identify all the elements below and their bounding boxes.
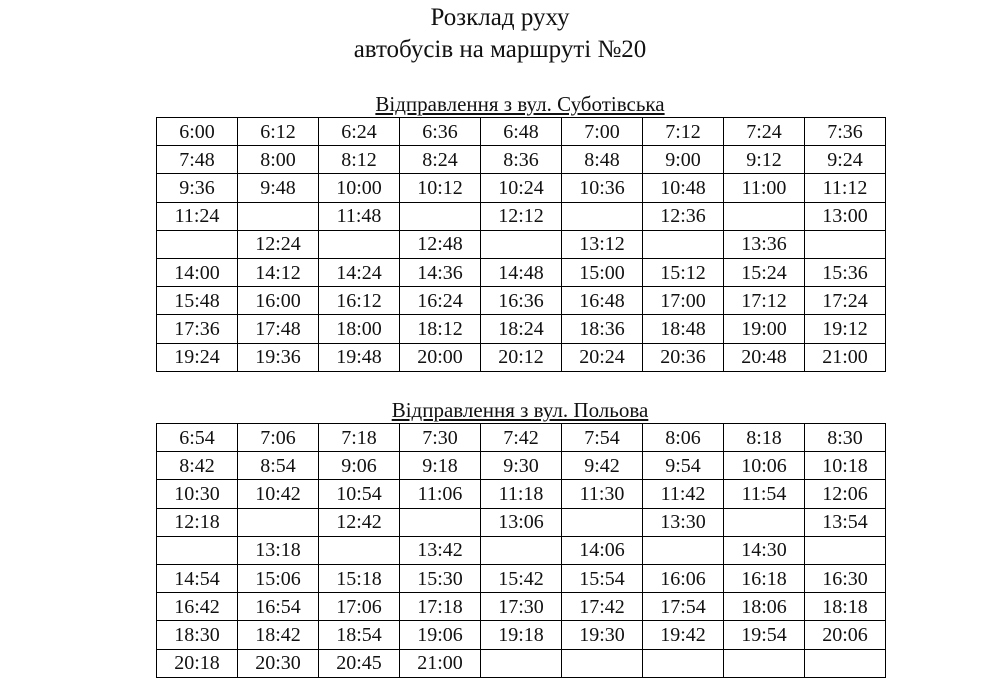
departure-time-cell: 21:00	[400, 649, 481, 677]
departure-time-cell	[562, 508, 643, 536]
departure-time-cell: 20:06	[805, 621, 886, 649]
departure-time-cell: 16:12	[319, 287, 400, 315]
departure-time-cell: 10:00	[319, 174, 400, 202]
departure-time-cell: 13:00	[805, 202, 886, 230]
departure-time-cell	[238, 508, 319, 536]
departure-time-cell: 15:24	[724, 258, 805, 286]
departure-time-cell: 20:18	[157, 649, 238, 677]
departure-time-cell	[562, 202, 643, 230]
departure-time-cell: 11:48	[319, 202, 400, 230]
departure-time-cell: 11:18	[481, 480, 562, 508]
departure-time-cell	[643, 536, 724, 564]
departure-time-cell: 17:00	[643, 287, 724, 315]
departure-time-cell: 18:30	[157, 621, 238, 649]
departure-time-cell: 9:48	[238, 174, 319, 202]
departure-time-cell: 17:18	[400, 593, 481, 621]
departure-time-cell: 10:24	[481, 174, 562, 202]
departure-time-cell: 8:48	[562, 146, 643, 174]
departure-time-cell: 14:30	[724, 536, 805, 564]
departure-time-cell: 15:30	[400, 564, 481, 592]
departure-time-cell: 14:24	[319, 258, 400, 286]
departure-time-cell: 7:42	[481, 424, 562, 452]
departure-time-cell: 19:12	[805, 315, 886, 343]
departure-time-cell: 17:48	[238, 315, 319, 343]
departure-time-cell: 19:54	[724, 621, 805, 649]
departure-time-cell: 20:12	[481, 343, 562, 371]
departure-time-cell: 17:30	[481, 593, 562, 621]
departure-time-cell: 18:36	[562, 315, 643, 343]
departure-time-cell	[157, 230, 238, 258]
departure-time-cell: 12:18	[157, 508, 238, 536]
table-row	[157, 202, 886, 230]
table-row	[157, 174, 886, 202]
departure-time-cell: 15:54	[562, 564, 643, 592]
departure-time-cell	[238, 202, 319, 230]
table-row	[157, 480, 886, 508]
departure-time-cell: 8:24	[400, 146, 481, 174]
departure-time-cell: 13:18	[238, 536, 319, 564]
departure-time-cell: 16:00	[238, 287, 319, 315]
departure-time-cell: 18:00	[319, 315, 400, 343]
departure-time-cell: 11:06	[400, 480, 481, 508]
departure-time-cell: 9:54	[643, 452, 724, 480]
departure-time-cell: 8:36	[481, 146, 562, 174]
departure-time-cell: 18:24	[481, 315, 562, 343]
departure-time-cell: 13:36	[724, 230, 805, 258]
departure-time-cell: 16:42	[157, 593, 238, 621]
departure-time-cell: 20:30	[238, 649, 319, 677]
departure-time-cell: 10:12	[400, 174, 481, 202]
departure-time-cell: 17:54	[643, 593, 724, 621]
departure-time-cell: 8:42	[157, 452, 238, 480]
departure-time-cell: 11:30	[562, 480, 643, 508]
departure-time-cell: 20:36	[643, 343, 724, 371]
departure-time-cell: 7:00	[562, 118, 643, 146]
departure-time-cell: 15:12	[643, 258, 724, 286]
departure-time-cell: 19:30	[562, 621, 643, 649]
departure-time-cell: 11:54	[724, 480, 805, 508]
departure-time-cell	[643, 649, 724, 677]
departure-time-cell: 19:48	[319, 343, 400, 371]
departure-time-cell: 7:12	[643, 118, 724, 146]
departure-time-cell: 16:48	[562, 287, 643, 315]
departure-time-cell	[805, 230, 886, 258]
departure-time-cell: 19:42	[643, 621, 724, 649]
departure-time-cell: 18:48	[643, 315, 724, 343]
departure-time-cell: 11:42	[643, 480, 724, 508]
departure-time-cell: 9:30	[481, 452, 562, 480]
table-row	[157, 287, 886, 315]
departure-time-cell: 18:06	[724, 593, 805, 621]
departure-time-cell: 18:18	[805, 593, 886, 621]
departure-time-cell	[400, 202, 481, 230]
departure-time-cell: 9:18	[400, 452, 481, 480]
departure-time-cell: 15:00	[562, 258, 643, 286]
departure-time-cell: 13:54	[805, 508, 886, 536]
table-row	[157, 258, 886, 286]
departure-time-cell: 11:24	[157, 202, 238, 230]
schedule-table-polova	[156, 423, 886, 678]
departure-time-cell: 7:54	[562, 424, 643, 452]
departure-time-cell: 10:36	[562, 174, 643, 202]
page-title: Розклад руху	[430, 4, 570, 31]
schedule-table-suboti	[156, 117, 886, 372]
departure-time-cell: 7:18	[319, 424, 400, 452]
table-row	[157, 118, 886, 146]
departure-time-cell: 15:06	[238, 564, 319, 592]
table-row	[157, 621, 886, 649]
departure-time-cell: 17:36	[157, 315, 238, 343]
departure-time-cell: 7:48	[157, 146, 238, 174]
page-subtitle: автобусів на маршруті №20	[353, 36, 647, 63]
departure-time-cell: 8:06	[643, 424, 724, 452]
departure-time-cell: 7:06	[238, 424, 319, 452]
departure-time-cell: 13:42	[400, 536, 481, 564]
departure-time-cell	[157, 536, 238, 564]
table-row	[157, 343, 886, 371]
departure-time-cell	[805, 536, 886, 564]
departure-time-cell: 12:42	[319, 508, 400, 536]
table-row	[157, 508, 886, 536]
departure-time-cell: 14:48	[481, 258, 562, 286]
departure-time-cell: 12:24	[238, 230, 319, 258]
departure-time-cell	[400, 508, 481, 536]
departure-time-cell	[481, 536, 562, 564]
departure-time-cell: 16:06	[643, 564, 724, 592]
departure-time-cell: 15:42	[481, 564, 562, 592]
departure-time-cell	[481, 649, 562, 677]
departure-time-cell: 6:36	[400, 118, 481, 146]
departure-time-cell: 12:48	[400, 230, 481, 258]
departure-time-cell: 19:00	[724, 315, 805, 343]
departure-time-cell: 18:42	[238, 621, 319, 649]
departure-time-cell: 9:24	[805, 146, 886, 174]
departure-time-cell: 8:12	[319, 146, 400, 174]
departure-time-cell: 6:12	[238, 118, 319, 146]
table-row	[157, 146, 886, 174]
departure-time-cell	[562, 649, 643, 677]
departure-time-cell	[724, 202, 805, 230]
departure-time-cell: 16:54	[238, 593, 319, 621]
departure-time-cell: 9:12	[724, 146, 805, 174]
departure-time-cell: 6:54	[157, 424, 238, 452]
departure-time-cell	[724, 508, 805, 536]
departure-time-cell: 12:06	[805, 480, 886, 508]
table-row	[157, 315, 886, 343]
departure-time-cell: 17:24	[805, 287, 886, 315]
departure-time-cell: 20:45	[319, 649, 400, 677]
departure-time-cell: 16:18	[724, 564, 805, 592]
departure-time-cell: 12:12	[481, 202, 562, 230]
departure-time-cell: 10:06	[724, 452, 805, 480]
departure-time-cell: 9:00	[643, 146, 724, 174]
departure-time-cell: 14:12	[238, 258, 319, 286]
departure-time-cell: 15:48	[157, 287, 238, 315]
departure-time-cell: 19:36	[238, 343, 319, 371]
departure-time-cell: 16:36	[481, 287, 562, 315]
departure-time-cell: 6:00	[157, 118, 238, 146]
table-row	[157, 424, 886, 452]
departure-time-cell: 16:30	[805, 564, 886, 592]
departure-time-cell: 6:48	[481, 118, 562, 146]
departure-time-cell: 14:00	[157, 258, 238, 286]
departure-time-cell: 17:42	[562, 593, 643, 621]
departure-time-cell: 16:24	[400, 287, 481, 315]
departure-time-cell	[724, 649, 805, 677]
departure-time-cell: 19:24	[157, 343, 238, 371]
departure-time-cell: 9:36	[157, 174, 238, 202]
departure-time-cell: 15:18	[319, 564, 400, 592]
departure-time-cell: 20:00	[400, 343, 481, 371]
departure-time-cell: 17:12	[724, 287, 805, 315]
departure-time-cell: 10:48	[643, 174, 724, 202]
departure-time-cell: 18:54	[319, 621, 400, 649]
departure-time-cell	[319, 230, 400, 258]
table-row	[157, 593, 886, 621]
departure-time-cell: 12:36	[643, 202, 724, 230]
departure-time-cell: 8:00	[238, 146, 319, 174]
departure-time-cell: 8:30	[805, 424, 886, 452]
departure-time-cell: 20:24	[562, 343, 643, 371]
table-row	[157, 230, 886, 258]
departure-time-cell: 13:12	[562, 230, 643, 258]
departure-time-cell	[319, 536, 400, 564]
departure-time-cell	[805, 649, 886, 677]
departure-time-cell: 17:06	[319, 593, 400, 621]
departure-time-cell: 7:30	[400, 424, 481, 452]
departure-time-cell: 15:36	[805, 258, 886, 286]
table-row	[157, 649, 886, 677]
table-row	[157, 536, 886, 564]
departure-time-cell: 13:30	[643, 508, 724, 536]
departure-time-cell: 19:06	[400, 621, 481, 649]
departure-time-cell: 21:00	[805, 343, 886, 371]
departure-time-cell: 11:00	[724, 174, 805, 202]
departure-time-cell: 7:36	[805, 118, 886, 146]
departure-time-cell: 10:54	[319, 480, 400, 508]
section-heading-suboti: Відправлення з вул. Суботівська	[375, 92, 665, 116]
departure-time-cell	[481, 230, 562, 258]
departure-time-cell: 14:54	[157, 564, 238, 592]
departure-time-cell: 14:36	[400, 258, 481, 286]
departure-time-cell: 8:54	[238, 452, 319, 480]
table-row	[157, 452, 886, 480]
departure-time-cell: 20:48	[724, 343, 805, 371]
departure-time-cell: 6:24	[319, 118, 400, 146]
section-heading-polova: Відправлення з вул. Польова	[391, 398, 649, 422]
departure-time-cell: 7:24	[724, 118, 805, 146]
departure-time-cell: 10:30	[157, 480, 238, 508]
departure-time-cell: 14:06	[562, 536, 643, 564]
departure-time-cell: 19:18	[481, 621, 562, 649]
table-row	[157, 564, 886, 592]
departure-time-cell: 8:18	[724, 424, 805, 452]
departure-time-cell: 10:18	[805, 452, 886, 480]
departure-time-cell: 13:06	[481, 508, 562, 536]
departure-time-cell: 11:12	[805, 174, 886, 202]
departure-time-cell	[643, 230, 724, 258]
departure-time-cell: 9:42	[562, 452, 643, 480]
departure-time-cell: 10:42	[238, 480, 319, 508]
departure-time-cell: 18:12	[400, 315, 481, 343]
departure-time-cell: 9:06	[319, 452, 400, 480]
